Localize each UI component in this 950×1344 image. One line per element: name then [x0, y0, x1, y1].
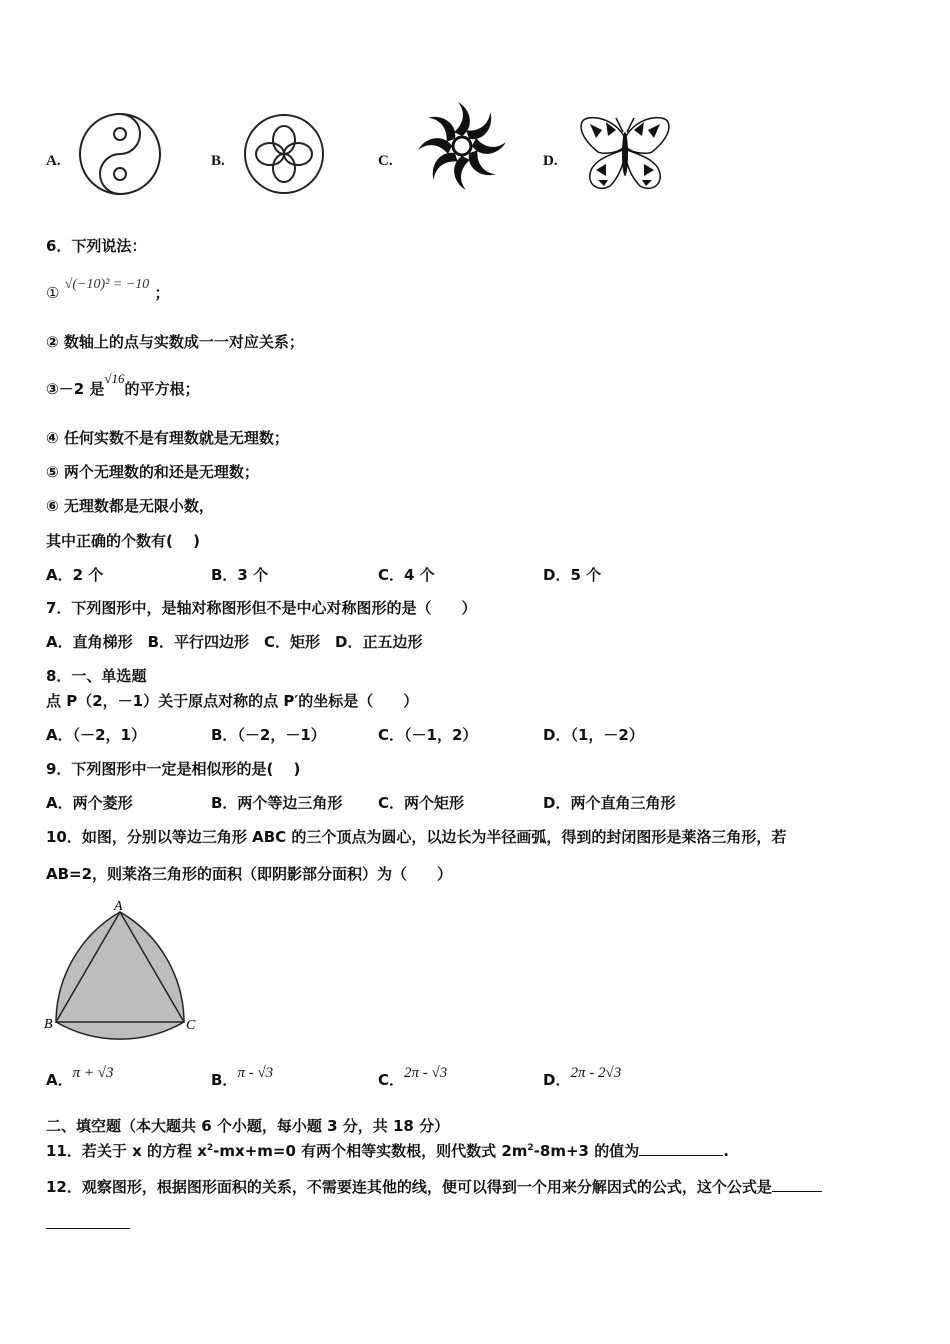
vertex-a-label: A	[114, 899, 123, 914]
q10-line-2: AB=2，则莱洛三角形的面积（即阴影部分面积）为（ ）	[46, 865, 453, 883]
option-b-label: B.	[211, 153, 225, 169]
q7-title: 7．下列图形中，是轴对称图形但不是中心对称图形的是（ ）	[46, 599, 477, 617]
statement-3-math: √16	[104, 371, 125, 386]
q10-option-d	[543, 1065, 622, 1091]
q10-option-a-math: π + √3	[72, 1065, 114, 1081]
option-a-label: A.	[46, 153, 61, 169]
q10-option-c	[378, 1065, 448, 1091]
q10-option-d-math: 2π - 2√3	[570, 1065, 622, 1081]
q8-option-b: B．（－2，－1）	[211, 726, 326, 744]
butterfly-icon	[576, 114, 674, 196]
section-2-title: 二、填空题（本大题共 6 个小题，每小题 3 分，共 18 分）	[46, 1117, 450, 1135]
q12-text	[46, 1177, 822, 1197]
q10-option-a-label: A．	[46, 1071, 73, 1089]
q8-title: 8．一、单选题	[46, 667, 147, 685]
q11-sup-2: 2	[527, 1143, 534, 1153]
q12-answer-blank-2[interactable]	[46, 1214, 130, 1229]
q6-statement-4: ④ 任何实数不是有理数就是无理数；	[46, 429, 289, 447]
q8-option-c: C．（－1，2）	[378, 726, 478, 744]
q10-line-1: 10．如图，分别以等边三角形 ABC 的三个顶点为圆心，以边长为半径画弧，得到的封闭图形是莱洛三角形，若	[46, 828, 787, 846]
q6-statement-3	[46, 371, 200, 400]
four-petal-circle-icon	[240, 112, 336, 196]
q11-end: .	[723, 1142, 729, 1160]
reuleaux-triangle-figure	[40, 896, 210, 1036]
q6-ask: 其中正确的个数有( )	[46, 532, 200, 550]
option-c-label: C.	[378, 153, 393, 169]
q6-option-c: C．4 个	[378, 566, 435, 584]
statement-1-end: ；	[154, 284, 170, 302]
q11-post: -8m+3 的值为	[533, 1142, 640, 1160]
q10-option-a	[46, 1065, 114, 1091]
q6-option-d: D．5 个	[543, 566, 602, 584]
q10-option-c-label: C．	[378, 1071, 405, 1089]
option-d-label: D.	[543, 153, 558, 169]
q12-answer-blank-1[interactable]	[772, 1177, 822, 1192]
q9-title: 9．下列图形中一定是相似形的是( )	[46, 760, 301, 778]
statement-3-pre: ③－2 是	[46, 380, 105, 398]
q6-title: 6．下列说法：	[46, 237, 147, 255]
q6-option-b: B．3 个	[211, 566, 269, 584]
yin-yang-icon	[78, 110, 166, 198]
q7-options: A．直角梯形 B．平行四边形 C．矩形 D．正五边形	[46, 633, 423, 651]
pinwheel-flower-icon	[412, 100, 512, 194]
q11-text	[46, 1141, 729, 1161]
statement-1-mark: ①	[46, 284, 60, 302]
q9-option-d: D．两个直角三角形	[543, 794, 676, 812]
q6-statement-1	[46, 277, 170, 305]
q11-mid: -mx+m=0 有两个相等实数根，则代数式 2m	[213, 1142, 528, 1160]
statement-1-math: √(−10)² = −10	[64, 277, 150, 292]
q10-option-c-math: 2π - √3	[404, 1065, 448, 1081]
q10-option-b	[211, 1065, 274, 1091]
q6-option-a: A．2 个	[46, 566, 104, 584]
q12-stem: 12．观察图形，根据图形面积的关系，不需要连其他的线，便可以得到一个用来分解因式的公式，这个公式是	[46, 1178, 772, 1196]
q9-option-b: B．两个等边三角形	[211, 794, 343, 812]
vertex-b-label: B	[44, 1017, 53, 1032]
q6-statement-6: ⑥ 无理数都是无限小数，	[46, 497, 214, 515]
q11-sup-1: 2	[206, 1143, 214, 1153]
q6-statement-5: ⑤ 两个无理数的和还是无理数；	[46, 463, 259, 481]
q6-statement-2: ② 数轴上的点与实数成一一对应关系；	[46, 333, 304, 351]
q9-option-a: A．两个菱形	[46, 794, 133, 812]
q9-option-c: C．两个矩形	[378, 794, 465, 812]
q10-option-b-label: B．	[211, 1071, 238, 1089]
q11-pre: 11．若关于 x 的方程 x	[46, 1142, 207, 1160]
q10-option-d-label: D．	[543, 1071, 571, 1089]
q10-option-b-math: π - √3	[237, 1065, 274, 1081]
q11-answer-blank[interactable]	[639, 1141, 723, 1156]
statement-3-post: 的平方根；	[124, 380, 200, 398]
q8-option-a: A．（－2，1）	[46, 726, 146, 744]
vertex-c-label: C	[186, 1018, 196, 1033]
q8-stem: 点 P（2，－1）关于原点对称的点 P′的坐标是（ ）	[46, 692, 419, 710]
q8-option-d: D．（1，－2）	[543, 726, 644, 744]
